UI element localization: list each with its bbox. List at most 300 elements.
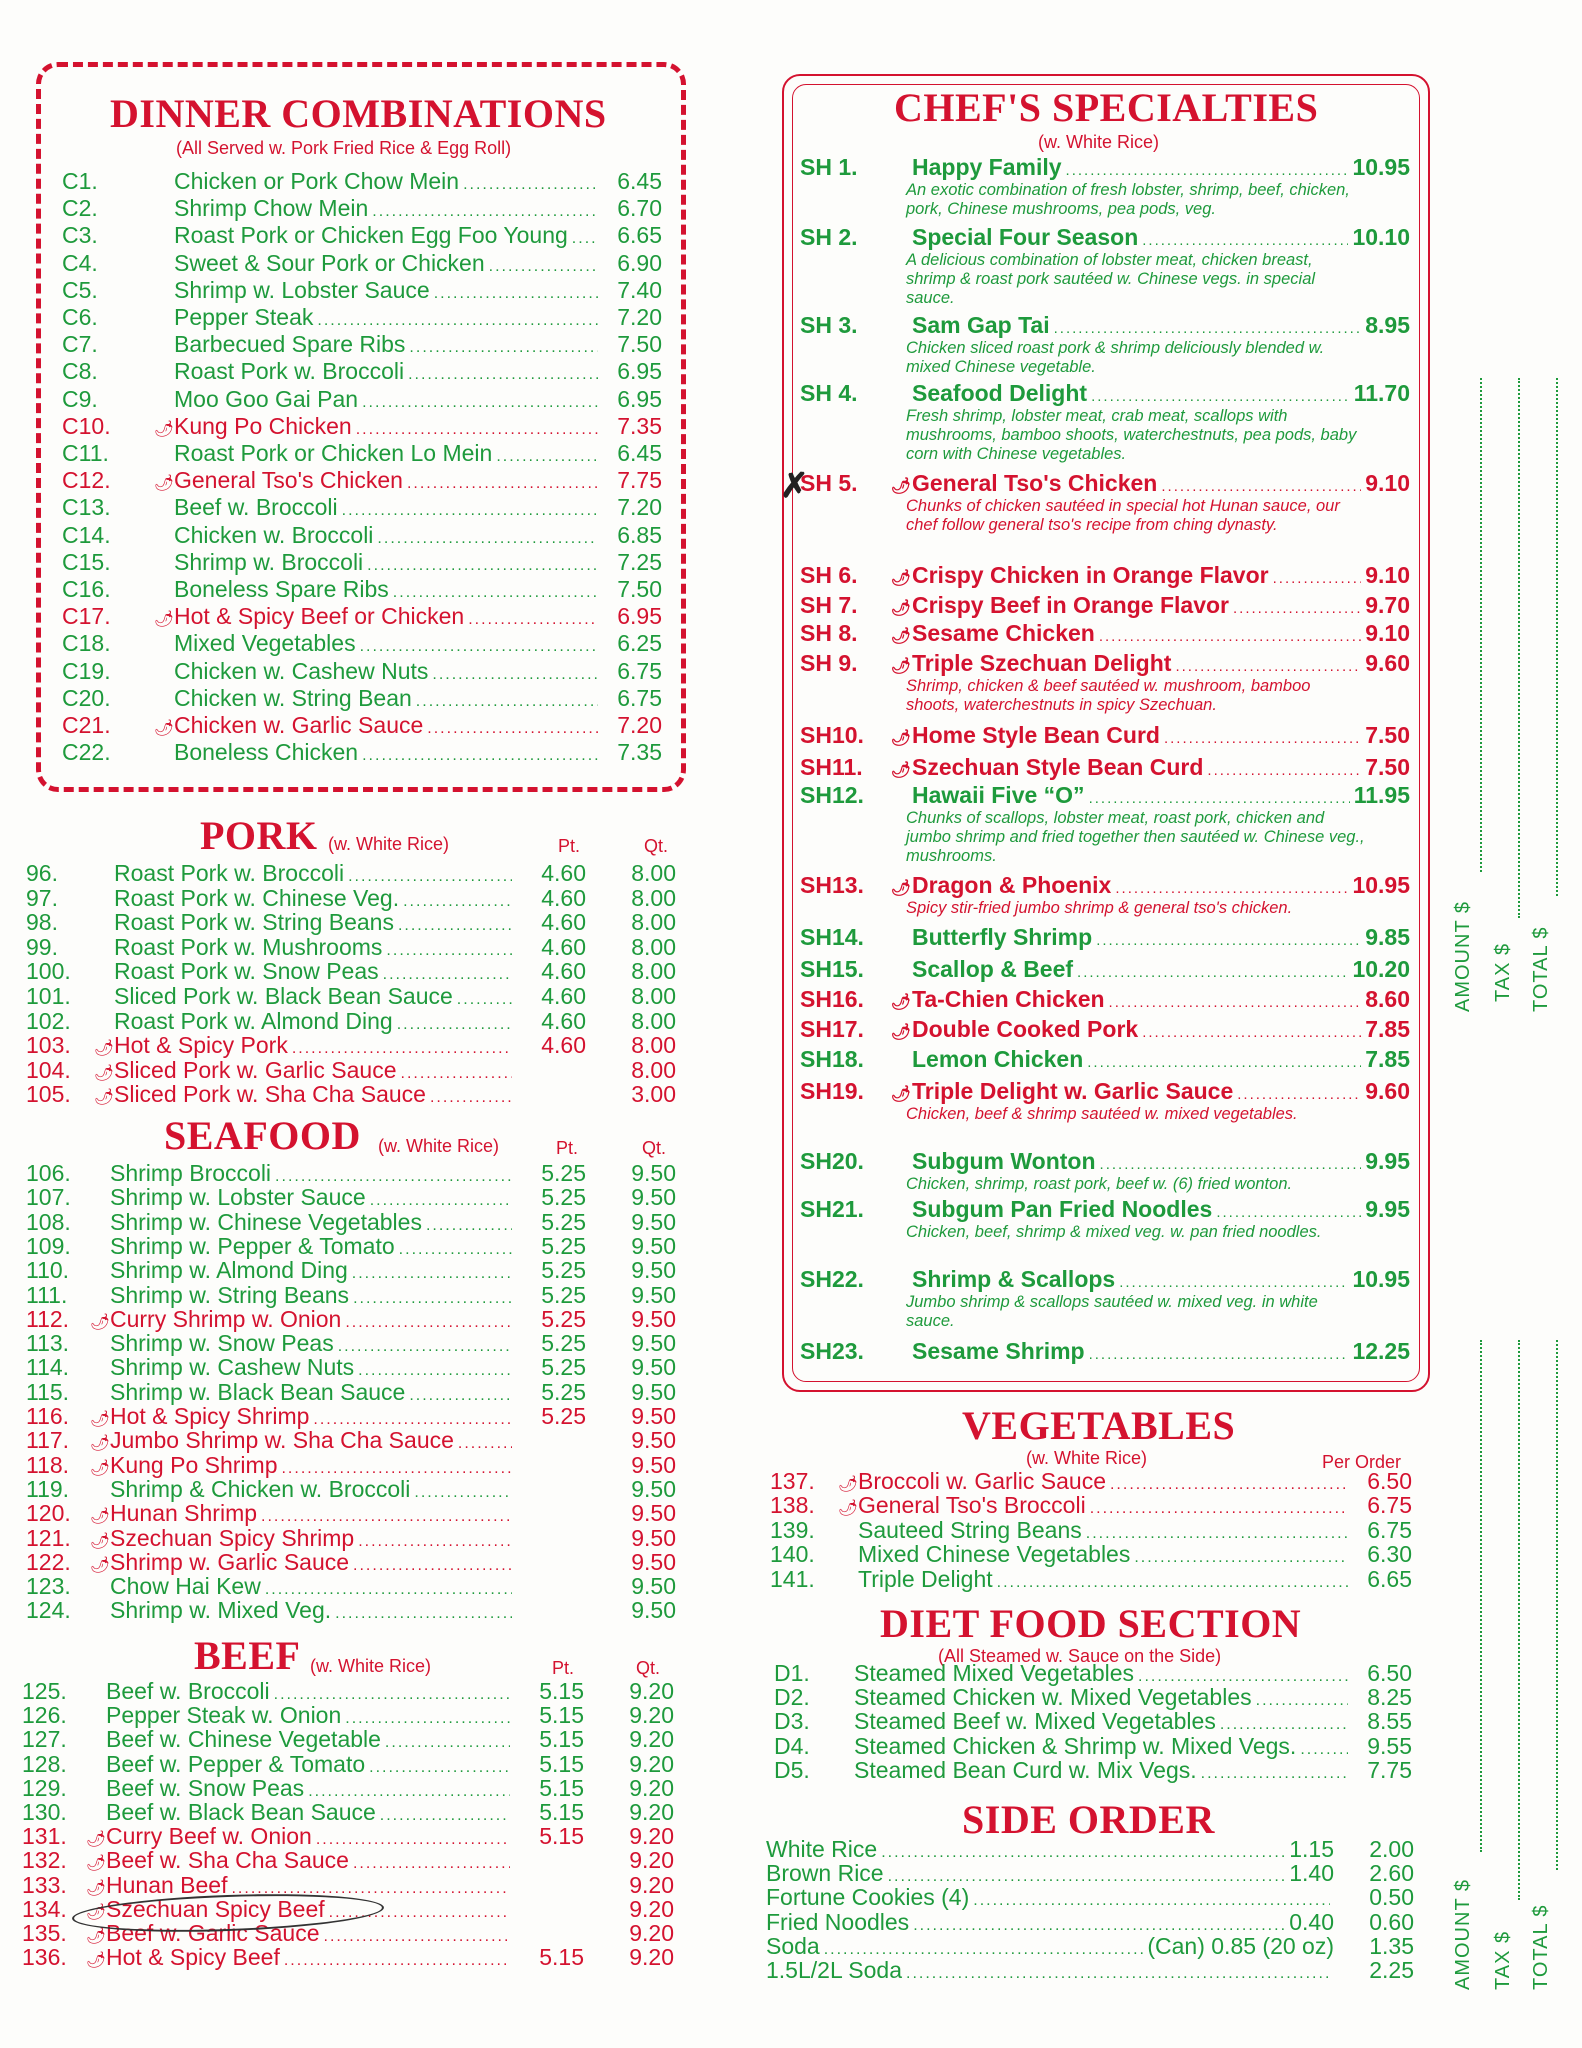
leader-dots <box>407 476 598 492</box>
diet-item[interactable] <box>774 1756 1412 1783</box>
item-price: 6.50 <box>1367 1660 1412 1686</box>
side-order-item[interactable] <box>766 1862 1414 1885</box>
chef-special-item[interactable] <box>800 956 1410 983</box>
item-price: 9.60 <box>1365 650 1410 676</box>
item-name: Sweet & Sour Pork or Chicken <box>174 249 485 276</box>
dinner-item[interactable] <box>62 412 662 439</box>
item-price: 9.10 <box>1365 620 1410 646</box>
leader-dots <box>338 1339 512 1355</box>
leader-dots <box>358 1363 512 1379</box>
item-description: A delicious combination of lobster meat, chicken breast, shrimp & roast pork sautéed w. Chinese vegs. in special sauce. <box>906 251 1316 307</box>
dinner-item[interactable] <box>62 496 662 519</box>
leader-dots <box>265 1582 512 1598</box>
item-price: 6.65 <box>617 222 662 249</box>
price-quart: 8.00 <box>631 1056 676 1083</box>
price-quart: 9.50 <box>631 1257 676 1284</box>
item-description: Chicken, beef & shrimp sautéed w. mixed vegetables. <box>906 1105 1298 1123</box>
chef-special-line <box>800 1338 1410 1365</box>
item-code: C22. <box>62 739 111 766</box>
dinner-item[interactable] <box>62 548 662 575</box>
price-quart: 8.00 <box>631 983 676 1009</box>
beef-item[interactable] <box>22 1825 674 1848</box>
pork-item[interactable] <box>26 1056 676 1083</box>
item-price: 7.25 <box>617 548 662 575</box>
item-code: 104. <box>26 1056 71 1083</box>
chef-special-item[interactable] <box>800 1078 1410 1124</box>
price-quart: 9.20 <box>629 1920 674 1946</box>
seafood-item[interactable] <box>26 1548 676 1575</box>
leader-dots <box>463 177 598 193</box>
item-code: 136. <box>22 1944 67 1971</box>
item-price: 11.95 <box>1353 782 1410 808</box>
item-code: C13. <box>62 494 111 521</box>
side-order-item[interactable] <box>766 1959 1414 1982</box>
item-name: Moo Goo Gai Pan <box>174 385 359 412</box>
chef-special-line <box>800 620 1410 647</box>
price-small: 1.40 <box>1289 1860 1334 1887</box>
vegetables-item[interactable] <box>770 1543 1412 1566</box>
item-name: Scallop & Beef <box>912 956 1074 982</box>
seafood-item[interactable] <box>26 1575 676 1598</box>
dinner-item[interactable] <box>62 333 662 356</box>
item-name: Hot & Spicy Pork <box>114 1032 288 1059</box>
price-quart: 8.00 <box>631 933 676 960</box>
price-pint: 5.15 <box>539 1823 584 1850</box>
item-name: Hot & Spicy Beef <box>106 1944 280 1971</box>
diet-item[interactable] <box>774 1686 1412 1709</box>
seafood-item[interactable] <box>26 1524 676 1551</box>
item-name: Curry Shrimp w. Onion <box>110 1305 342 1332</box>
price-pint: 5.25 <box>541 1403 586 1429</box>
pork-title: PORK <box>200 813 318 858</box>
item-code: SH19. <box>800 1078 864 1104</box>
price-large: 0.60 <box>1369 1908 1414 1935</box>
amount-label-lower: AMOUNT $ <box>1452 1879 1474 1990</box>
side-order-item[interactable] <box>766 1838 1414 1861</box>
item-name: Ta-Chien Chicken <box>912 986 1105 1012</box>
leader-dots <box>348 869 512 885</box>
item-name: Sauteed String Beans <box>858 1516 1082 1543</box>
item-name: Butterfly Shrimp <box>912 924 1093 950</box>
side-order-item[interactable] <box>766 1886 1414 1909</box>
price-pint: 5.15 <box>539 1702 584 1729</box>
item-name: Roast Pork w. Broccoli <box>174 358 405 385</box>
item-name: Boneless Chicken <box>174 739 359 766</box>
leader-dots <box>409 340 598 356</box>
chef-special-item[interactable] <box>800 562 1410 589</box>
seafood-item[interactable] <box>26 1332 676 1355</box>
side-order-title: SIDE ORDER <box>962 1797 1215 1842</box>
item-name: Shrimp w. Broccoli <box>174 548 364 575</box>
dinner-item[interactable] <box>62 741 662 764</box>
chef-special-item[interactable] <box>800 872 1410 918</box>
beef-item[interactable] <box>22 1871 674 1898</box>
pork-item[interactable] <box>26 862 676 885</box>
pork-item[interactable] <box>26 1083 676 1106</box>
item-name: Seafood Delight <box>912 380 1088 406</box>
item-name: Kung Po Shrimp <box>110 1451 278 1478</box>
dinner-item[interactable] <box>62 360 662 383</box>
chef-special-item[interactable] <box>800 1338 1410 1365</box>
item-code: SH 6. <box>800 562 858 588</box>
pepper-icon: 🌶 <box>890 658 912 675</box>
pepper-icon: 🌶 <box>890 994 912 1011</box>
beef-item[interactable] <box>22 1750 674 1777</box>
dinner-item[interactable] <box>62 657 662 684</box>
seafood-item[interactable] <box>26 1475 676 1502</box>
price-pint: 4.60 <box>541 1007 586 1034</box>
leader-dots <box>572 231 598 247</box>
dinner-item[interactable] <box>62 224 662 247</box>
item-price: 6.95 <box>617 385 662 412</box>
chef-special-item[interactable] <box>800 224 1410 308</box>
pepper-icon: 🌶 <box>890 880 912 897</box>
item-price: 6.45 <box>617 168 662 194</box>
item-code: D5. <box>774 1756 810 1783</box>
chef-special-item[interactable] <box>800 470 1410 535</box>
price-quart: 9.20 <box>629 1774 674 1801</box>
chef-special-item[interactable] <box>800 592 1410 619</box>
vegetables-item[interactable] <box>770 1494 1412 1517</box>
leader-dots <box>393 585 598 601</box>
price-quart: 9.50 <box>631 1305 676 1332</box>
pepper-icon: 🌶 <box>890 730 912 747</box>
leader-dots <box>274 1687 510 1703</box>
item-code: C12. <box>62 467 111 494</box>
item-code: 116. <box>26 1403 70 1429</box>
leader-dots <box>1175 658 1361 675</box>
beef-item[interactable] <box>22 1680 674 1703</box>
pork-item[interactable] <box>26 985 676 1008</box>
seafood-item[interactable] <box>26 1451 676 1478</box>
leader-dots <box>386 943 512 959</box>
dinner-item[interactable] <box>62 385 662 412</box>
price-quart: 9.50 <box>631 1573 676 1600</box>
chef-special-line <box>800 1196 1410 1223</box>
dinner-item[interactable] <box>62 197 662 220</box>
pepper-icon: 🌶 <box>94 1040 115 1058</box>
item-code: C5. <box>62 276 98 303</box>
item-code: SH21. <box>800 1196 864 1222</box>
beef-item[interactable] <box>22 1728 674 1751</box>
beef-item[interactable] <box>22 1849 674 1872</box>
seafood-item[interactable] <box>26 1208 676 1235</box>
item-code: SH 9. <box>800 650 858 676</box>
dinner-item[interactable] <box>62 684 662 711</box>
price-quart: 9.50 <box>631 1281 676 1308</box>
seafood-item[interactable] <box>26 1502 676 1525</box>
leader-dots <box>416 694 598 710</box>
item-description: Chicken, shrimp, roast pork, beef w. (6) fried wonton. <box>906 1175 1293 1193</box>
item-name: 1.5L/2L Soda <box>766 1957 902 1983</box>
pepper-icon: 🌶 <box>154 420 175 438</box>
beef-item[interactable] <box>22 1801 674 1824</box>
leader-dots <box>353 1856 510 1872</box>
pepper-icon: 🌶 <box>94 1064 115 1082</box>
pepper-icon: 🌶 <box>86 1928 107 1945</box>
diet-item[interactable] <box>774 1710 1412 1733</box>
pork-subtitle: (w. White Rice) <box>328 834 450 854</box>
item-name: Beef w. Broccoli <box>174 494 338 521</box>
item-code: SH 4. <box>800 380 858 406</box>
chef-special-item[interactable] <box>800 986 1410 1013</box>
pork-qt-header: Qt. <box>644 836 669 856</box>
chef-special-item[interactable] <box>800 1196 1410 1242</box>
item-name: Szechuan Spicy Shrimp <box>110 1524 355 1551</box>
item-code: 127. <box>22 1726 67 1753</box>
price-quart: 9.50 <box>631 1184 676 1211</box>
chef-special-line <box>800 872 1410 899</box>
pork-item[interactable] <box>26 1034 676 1057</box>
item-price: 6.70 <box>617 195 662 222</box>
leader-dots <box>432 667 598 683</box>
leader-dots <box>888 1869 1286 1885</box>
seafood-item[interactable] <box>26 1186 676 1209</box>
item-code: C8. <box>62 358 98 385</box>
item-price: 8.25 <box>1367 1684 1412 1711</box>
total-label-lower: TOTAL $ <box>1530 1904 1552 1990</box>
pepper-icon: 🌶 <box>890 478 912 495</box>
leader-dots <box>261 1509 512 1525</box>
leader-dots <box>1119 1274 1348 1291</box>
seafood-item[interactable] <box>26 1378 676 1405</box>
item-code: C16. <box>62 576 111 602</box>
pork-item[interactable] <box>26 1007 676 1034</box>
price-pint: 5.25 <box>541 1232 586 1259</box>
side-order-item[interactable] <box>766 1908 1414 1935</box>
item-price: 6.85 <box>617 521 662 548</box>
price-large: 2.25 <box>1369 1957 1414 1983</box>
beef-item[interactable] <box>22 1704 674 1727</box>
item-name: Shrimp w. Black Bean Sauce <box>110 1378 406 1405</box>
item-name: Sliced Pork w. Black Bean Sauce <box>114 983 453 1009</box>
item-price: 9.55 <box>1367 1732 1412 1759</box>
item-code: SH17. <box>800 1016 864 1042</box>
item-price: 9.10 <box>1365 562 1410 588</box>
pepper-icon: 🌶 <box>838 1500 859 1518</box>
leader-dots <box>430 1090 512 1106</box>
leader-dots <box>313 1412 512 1428</box>
item-name: General Tso's Chicken <box>912 470 1158 496</box>
seafood-item[interactable] <box>26 1232 676 1259</box>
seafood-item[interactable] <box>26 1356 676 1379</box>
dinner-item[interactable] <box>62 605 662 628</box>
item-code: SH14. <box>800 924 864 950</box>
chef-special-item[interactable] <box>800 754 1410 781</box>
chef-special-line <box>800 650 1410 677</box>
item-price: 6.45 <box>617 440 662 466</box>
tax-label-upper: TAX $ <box>1492 942 1514 1002</box>
item-description: Shrimp, chicken & beef sautéed w. mushroom, bamboo shoots, waterchestnuts in spicy Szechuan. <box>906 677 1311 714</box>
amount-line-lower <box>1480 1340 1482 1852</box>
item-code: 101. <box>26 983 71 1009</box>
chef-special-item[interactable] <box>800 312 1410 377</box>
dinner-item[interactable] <box>62 469 662 492</box>
item-name: Chicken w. Garlic Sauce <box>174 712 424 738</box>
seafood-item[interactable] <box>26 1305 676 1332</box>
price-pint: 5.15 <box>539 1726 584 1753</box>
item-name: Chicken w. String Bean <box>174 684 412 711</box>
item-code: C20. <box>62 684 111 711</box>
pork-item[interactable] <box>26 911 676 934</box>
seafood-item[interactable] <box>26 1429 676 1452</box>
item-price: 9.70 <box>1365 592 1410 618</box>
vegetables-item[interactable] <box>770 1565 1412 1592</box>
leader-dots <box>1138 1669 1348 1685</box>
price-pint: 5.15 <box>539 1750 584 1777</box>
item-price: 7.20 <box>617 712 662 738</box>
pepper-icon: 🌶 <box>86 1831 107 1849</box>
item-code: SH10. <box>800 722 864 748</box>
item-price: 7.50 <box>617 576 662 602</box>
diet-item[interactable] <box>774 1662 1412 1685</box>
item-name: Beef w. Black Bean Sauce <box>106 1799 376 1825</box>
item-name: Barbecued Spare Ribs <box>174 331 406 358</box>
price-quart: 9.50 <box>631 1427 676 1454</box>
item-code: 109. <box>26 1232 71 1259</box>
chef-special-item[interactable] <box>800 154 1410 219</box>
price-quart: 9.50 <box>631 1500 676 1527</box>
dinner-item[interactable] <box>62 578 662 601</box>
leader-dots <box>308 1784 510 1800</box>
dinner-item[interactable] <box>62 249 662 276</box>
item-code: 102. <box>26 1007 71 1034</box>
vegetables-item[interactable] <box>770 1470 1412 1493</box>
chef-special-item[interactable] <box>800 1266 1410 1331</box>
item-name: Brown Rice <box>766 1860 884 1887</box>
seafood-item[interactable] <box>26 1162 676 1185</box>
item-name: Soda <box>766 1932 820 1959</box>
seafood-item[interactable] <box>26 1259 676 1282</box>
pork-item[interactable] <box>26 933 676 960</box>
pepper-icon: 🌶 <box>838 1476 859 1493</box>
item-code: 131. <box>22 1823 67 1850</box>
chef-special-item[interactable] <box>800 1016 1410 1043</box>
chef-special-item[interactable] <box>800 782 1410 866</box>
item-code: 121. <box>26 1524 71 1551</box>
leader-dots <box>468 612 598 628</box>
item-name: Sliced Pork w. Sha Cha Sauce <box>114 1081 426 1108</box>
item-description: Chicken, beef, shrimp & mixed veg. w. pan fried noodles. <box>906 1223 1322 1241</box>
item-code: C7. <box>62 331 98 358</box>
price-quart: 9.50 <box>631 1475 676 1502</box>
chef-special-item[interactable] <box>800 1148 1410 1194</box>
item-description: Chunks of scallops, lobster meat, roast pork, chicken and jumbo shrimp and fried together then sautéed w. Chinese veg., mushrooms. <box>906 809 1365 865</box>
item-code: C3. <box>62 222 98 249</box>
beef-item[interactable] <box>22 1946 674 1969</box>
pepper-icon: 🌶 <box>86 1903 107 1921</box>
dinner-item[interactable] <box>62 442 662 465</box>
pepper-icon: 🌶 <box>890 570 912 587</box>
leader-dots <box>881 1845 1285 1861</box>
item-code: 141. <box>770 1565 815 1592</box>
chef-special-item[interactable] <box>800 1046 1410 1073</box>
chef-special-line <box>800 312 1410 339</box>
item-code: C4. <box>62 249 98 276</box>
pork-item[interactable] <box>26 884 676 911</box>
dinner-item[interactable] <box>62 170 662 193</box>
item-price: 8.95 <box>1365 312 1410 338</box>
leader-dots <box>1077 964 1348 981</box>
chef-special-item[interactable] <box>800 722 1410 749</box>
dinner-item[interactable] <box>62 632 662 655</box>
item-code: C9. <box>62 385 98 412</box>
side-order-item[interactable] <box>766 1932 1414 1959</box>
item-name: White Rice <box>766 1836 878 1862</box>
seafood-item[interactable] <box>26 1405 676 1428</box>
vegetables-per-order: Per Order <box>1322 1452 1402 1472</box>
dinner-item[interactable] <box>62 306 662 329</box>
price-quart: 9.50 <box>631 1208 676 1235</box>
price-quart: 9.20 <box>629 1678 674 1704</box>
leader-dots <box>281 1461 512 1477</box>
item-name: Fried Noodles <box>766 1908 910 1935</box>
item-name: Hot & Spicy Shrimp <box>110 1403 310 1429</box>
leader-dots <box>1134 1550 1348 1566</box>
item-code: C10. <box>62 412 111 439</box>
item-name: Hunan Beef <box>106 1871 228 1898</box>
chef-special-line <box>800 986 1410 1013</box>
item-name: Shrimp w. Snow Peas <box>110 1330 334 1357</box>
vegetables-item[interactable] <box>770 1516 1412 1543</box>
pepper-icon: 🌶 <box>154 720 175 737</box>
leader-dots <box>352 1266 512 1282</box>
item-code: SH 7. <box>800 592 858 618</box>
seafood-item[interactable] <box>26 1599 676 1622</box>
item-code: 132. <box>22 1847 67 1874</box>
item-code: 126. <box>22 1702 67 1729</box>
chef-special-item[interactable] <box>800 924 1410 951</box>
price-pint: 5.15 <box>539 1799 584 1825</box>
leader-dots <box>457 992 512 1008</box>
item-name: Roast Pork w. Snow Peas <box>114 958 379 985</box>
seafood-title: SEAFOOD <box>164 1113 361 1158</box>
price-quart: 8.00 <box>631 1007 676 1034</box>
price-quart: 3.00 <box>631 1081 676 1108</box>
item-name: Crispy Chicken in Orange Flavor <box>912 562 1269 588</box>
pepper-icon: 🌶 <box>86 1855 107 1873</box>
item-code: D4. <box>774 1732 810 1759</box>
beef-title: BEEF <box>194 1633 301 1678</box>
item-name: Hawaii Five “O” <box>912 782 1085 808</box>
price-pint: 4.60 <box>541 958 586 985</box>
chef-special-item[interactable] <box>800 650 1410 715</box>
item-price: 9.95 <box>1365 1148 1410 1174</box>
item-code: 120. <box>26 1500 71 1527</box>
item-name: Shrimp & Scallops <box>912 1266 1116 1292</box>
item-name: Home Style Bean Curd <box>912 722 1160 748</box>
diet-item[interactable] <box>774 1732 1412 1759</box>
chef-special-line <box>800 380 1410 407</box>
item-name: Kung Po Chicken <box>174 412 352 439</box>
dinner-item[interactable] <box>62 714 662 737</box>
dinner-item[interactable] <box>62 276 662 303</box>
chef-special-item[interactable] <box>800 380 1410 464</box>
chef-special-line <box>800 956 1410 983</box>
total-line-lower <box>1556 1340 1558 1870</box>
leader-dots <box>370 1193 512 1209</box>
seafood-item[interactable] <box>26 1281 676 1308</box>
chef-special-line <box>800 470 1410 497</box>
item-code: SH 5. <box>800 470 858 496</box>
pork-item[interactable] <box>26 960 676 983</box>
price-pint: 4.60 <box>541 909 586 936</box>
beef-item[interactable] <box>22 1774 674 1801</box>
item-price: 6.95 <box>617 358 662 385</box>
chef-special-item[interactable] <box>800 620 1410 647</box>
leader-dots <box>356 422 598 438</box>
dinner-item[interactable] <box>62 521 662 548</box>
